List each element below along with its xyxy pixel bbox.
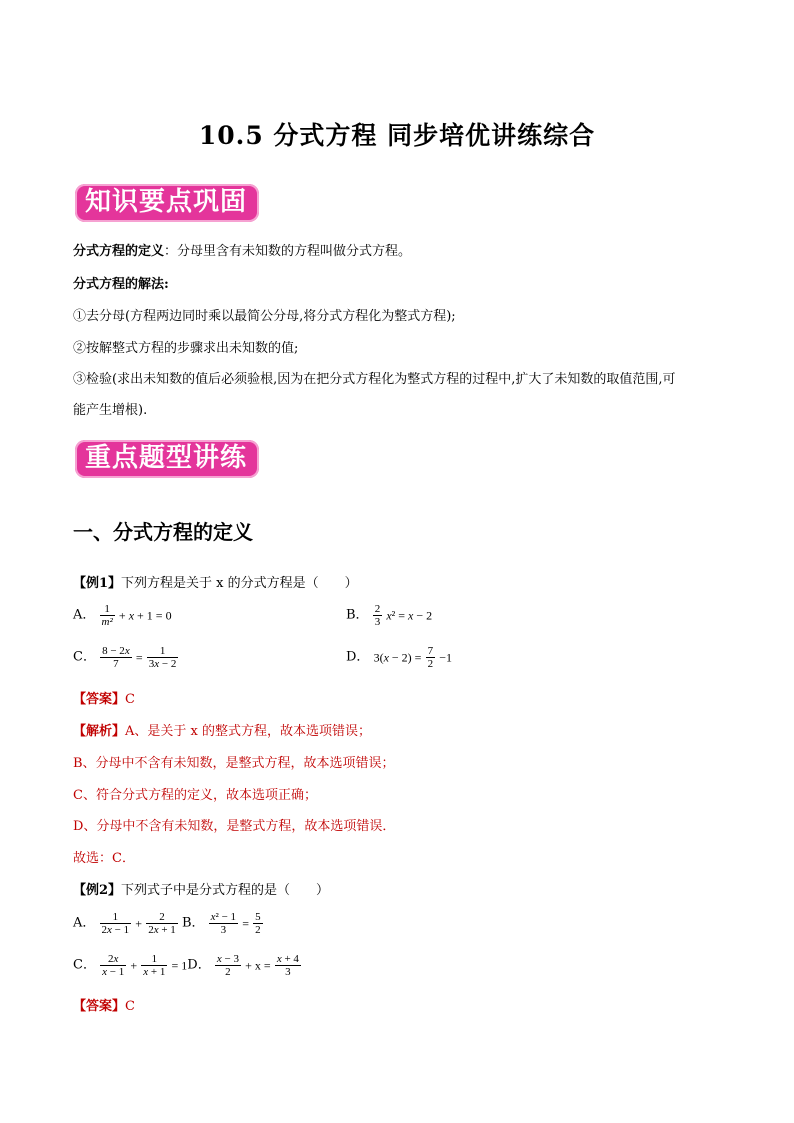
heading-fraction-equation-definition: 一、分式方程的定义 xyxy=(73,520,253,544)
example-2-options-ab: A． $\frac{1}{2x - 1}$ + $\frac{2}{2x + 1}$ B． $\frac{\text{x² − 1}}{3}$ = $\frac{5}{2}$ xyxy=(73,911,261,936)
answer-value: C xyxy=(125,999,135,1014)
option-b-fraction-2: $\frac{5}{2}$ xyxy=(255,911,261,936)
example-2-label: 【例2】 xyxy=(73,883,122,898)
example-1-label: 【例1】 xyxy=(73,576,122,591)
example-1-conclusion: 故选：C． xyxy=(73,851,135,866)
example-1-text: 下列方程是关于 x 的分式方程是（ ） xyxy=(121,576,358,591)
option-b-label: B． xyxy=(346,607,369,623)
example-1-answer xyxy=(73,691,135,709)
example-1-option-d: D． 3(x − 2) = $\frac{7}{2}$ −1 xyxy=(346,645,452,670)
option-d-fraction-2: $\frac{x + 4}{3}$ xyxy=(276,953,299,978)
example-1-analysis-c: C、符合分式方程的定义，故本选项正确； xyxy=(73,788,317,803)
option-a-fraction-1: $\frac{1}{2x - 1}$ xyxy=(101,911,130,936)
option-c-fraction-2: $\frac{1}{x + 1}$ xyxy=(143,953,166,978)
option-b-fraction-1: $\frac{\text{x² − 1}}{3}$ xyxy=(210,911,237,936)
option-c-label: C． xyxy=(73,649,96,665)
option-a-fraction-2: $\frac{2}{2x + 1}$ xyxy=(148,911,176,936)
example-1-analysis-d: D、分母中不含有未知数，是整式方程，故本选项错误． xyxy=(73,819,396,834)
step-3-line2: 能产生增根). xyxy=(73,403,148,418)
option-d-fraction-1: $\frac{x - 3}{2}$ xyxy=(216,953,239,978)
example-1-analysis-b: B、分母中不含有未知数，是整式方程，故本选项错误； xyxy=(73,756,395,771)
option-a-expression: + x + 1 = 0 xyxy=(118,608,172,623)
option-b-label: B． xyxy=(181,915,205,931)
step-2: ②按解整式方程的步骤求出未知数的值; xyxy=(73,341,299,356)
option-a-fraction: $\frac{1}{\text{m²}}$ xyxy=(101,603,113,628)
section-badge-key-problems: 重点题型讲练 xyxy=(75,440,259,478)
option-b-expression: x² = x − 2 xyxy=(386,608,433,623)
example-2-text: 下列式子中是分式方程的是（ ） xyxy=(121,883,330,898)
definition-paragraph xyxy=(73,243,411,261)
example-1-option-c: C． $\frac{8 - 2x}{7}$ = $\frac{1}{3x - 2}$ xyxy=(73,645,177,670)
option-a-label: A． xyxy=(73,915,96,931)
example-2-question xyxy=(73,882,329,900)
option-d-label: D． xyxy=(187,957,211,973)
example-1-option-b xyxy=(346,603,432,628)
example-1-analysis-a xyxy=(73,723,371,741)
option-c-fraction-left: $\frac{8 - 2x}{7}$ xyxy=(102,645,130,670)
definition-text: ：分母里含有未知数的方程叫做分式方程。 xyxy=(164,244,412,259)
page-title: 10.5 分式方程 同步培优讲练综合 xyxy=(198,121,596,150)
option-d-label: D． xyxy=(346,649,370,665)
option-d-fraction: $\frac{7}{2}$ xyxy=(427,645,434,670)
example-1-question xyxy=(73,575,358,593)
example-1-option-a xyxy=(73,603,172,628)
answer-label: 【答案】 xyxy=(73,692,126,707)
option-c-fraction-1: $\frac{2x}{x - 1}$ xyxy=(102,953,125,978)
example-2-options-cd: C． $\frac{2x}{x - 1}$ + $\frac{1}{x + 1}$ = 1D． $\frac{x - 3}{2}$ + x = $\frac{x + 4}{3}$ xyxy=(73,953,299,978)
section-badge-knowledge: 知识要点巩固 xyxy=(75,184,259,222)
answer-value: C xyxy=(125,692,135,707)
option-c-fraction-right: $\frac{1}{3x - 2}$ xyxy=(148,645,177,670)
solve-method-label: 分式方程的解法: xyxy=(73,277,169,292)
answer-label: 【答案】 xyxy=(73,999,126,1014)
step-3-line1: ③检验(求出未知数的值后必须验根,因为在把分式方程化为整式方程的过程中,扩大了未知数的取值范围,可 xyxy=(73,372,676,387)
analysis-label: 【解析】 xyxy=(73,724,126,739)
option-c-label: C． xyxy=(73,957,96,973)
analysis-line-a: A、是关于 x 的整式方程，故本选项错误； xyxy=(125,724,372,739)
definition-label: 分式方程的定义 xyxy=(73,244,165,259)
step-1: ①去分母(方程两边同时乘以最简公分母,将分式方程化为整式方程); xyxy=(73,309,456,324)
example-2-answer xyxy=(73,998,135,1016)
option-b-fraction: $\frac{2}{3}$ xyxy=(374,603,381,628)
option-a-label: A． xyxy=(73,607,96,623)
